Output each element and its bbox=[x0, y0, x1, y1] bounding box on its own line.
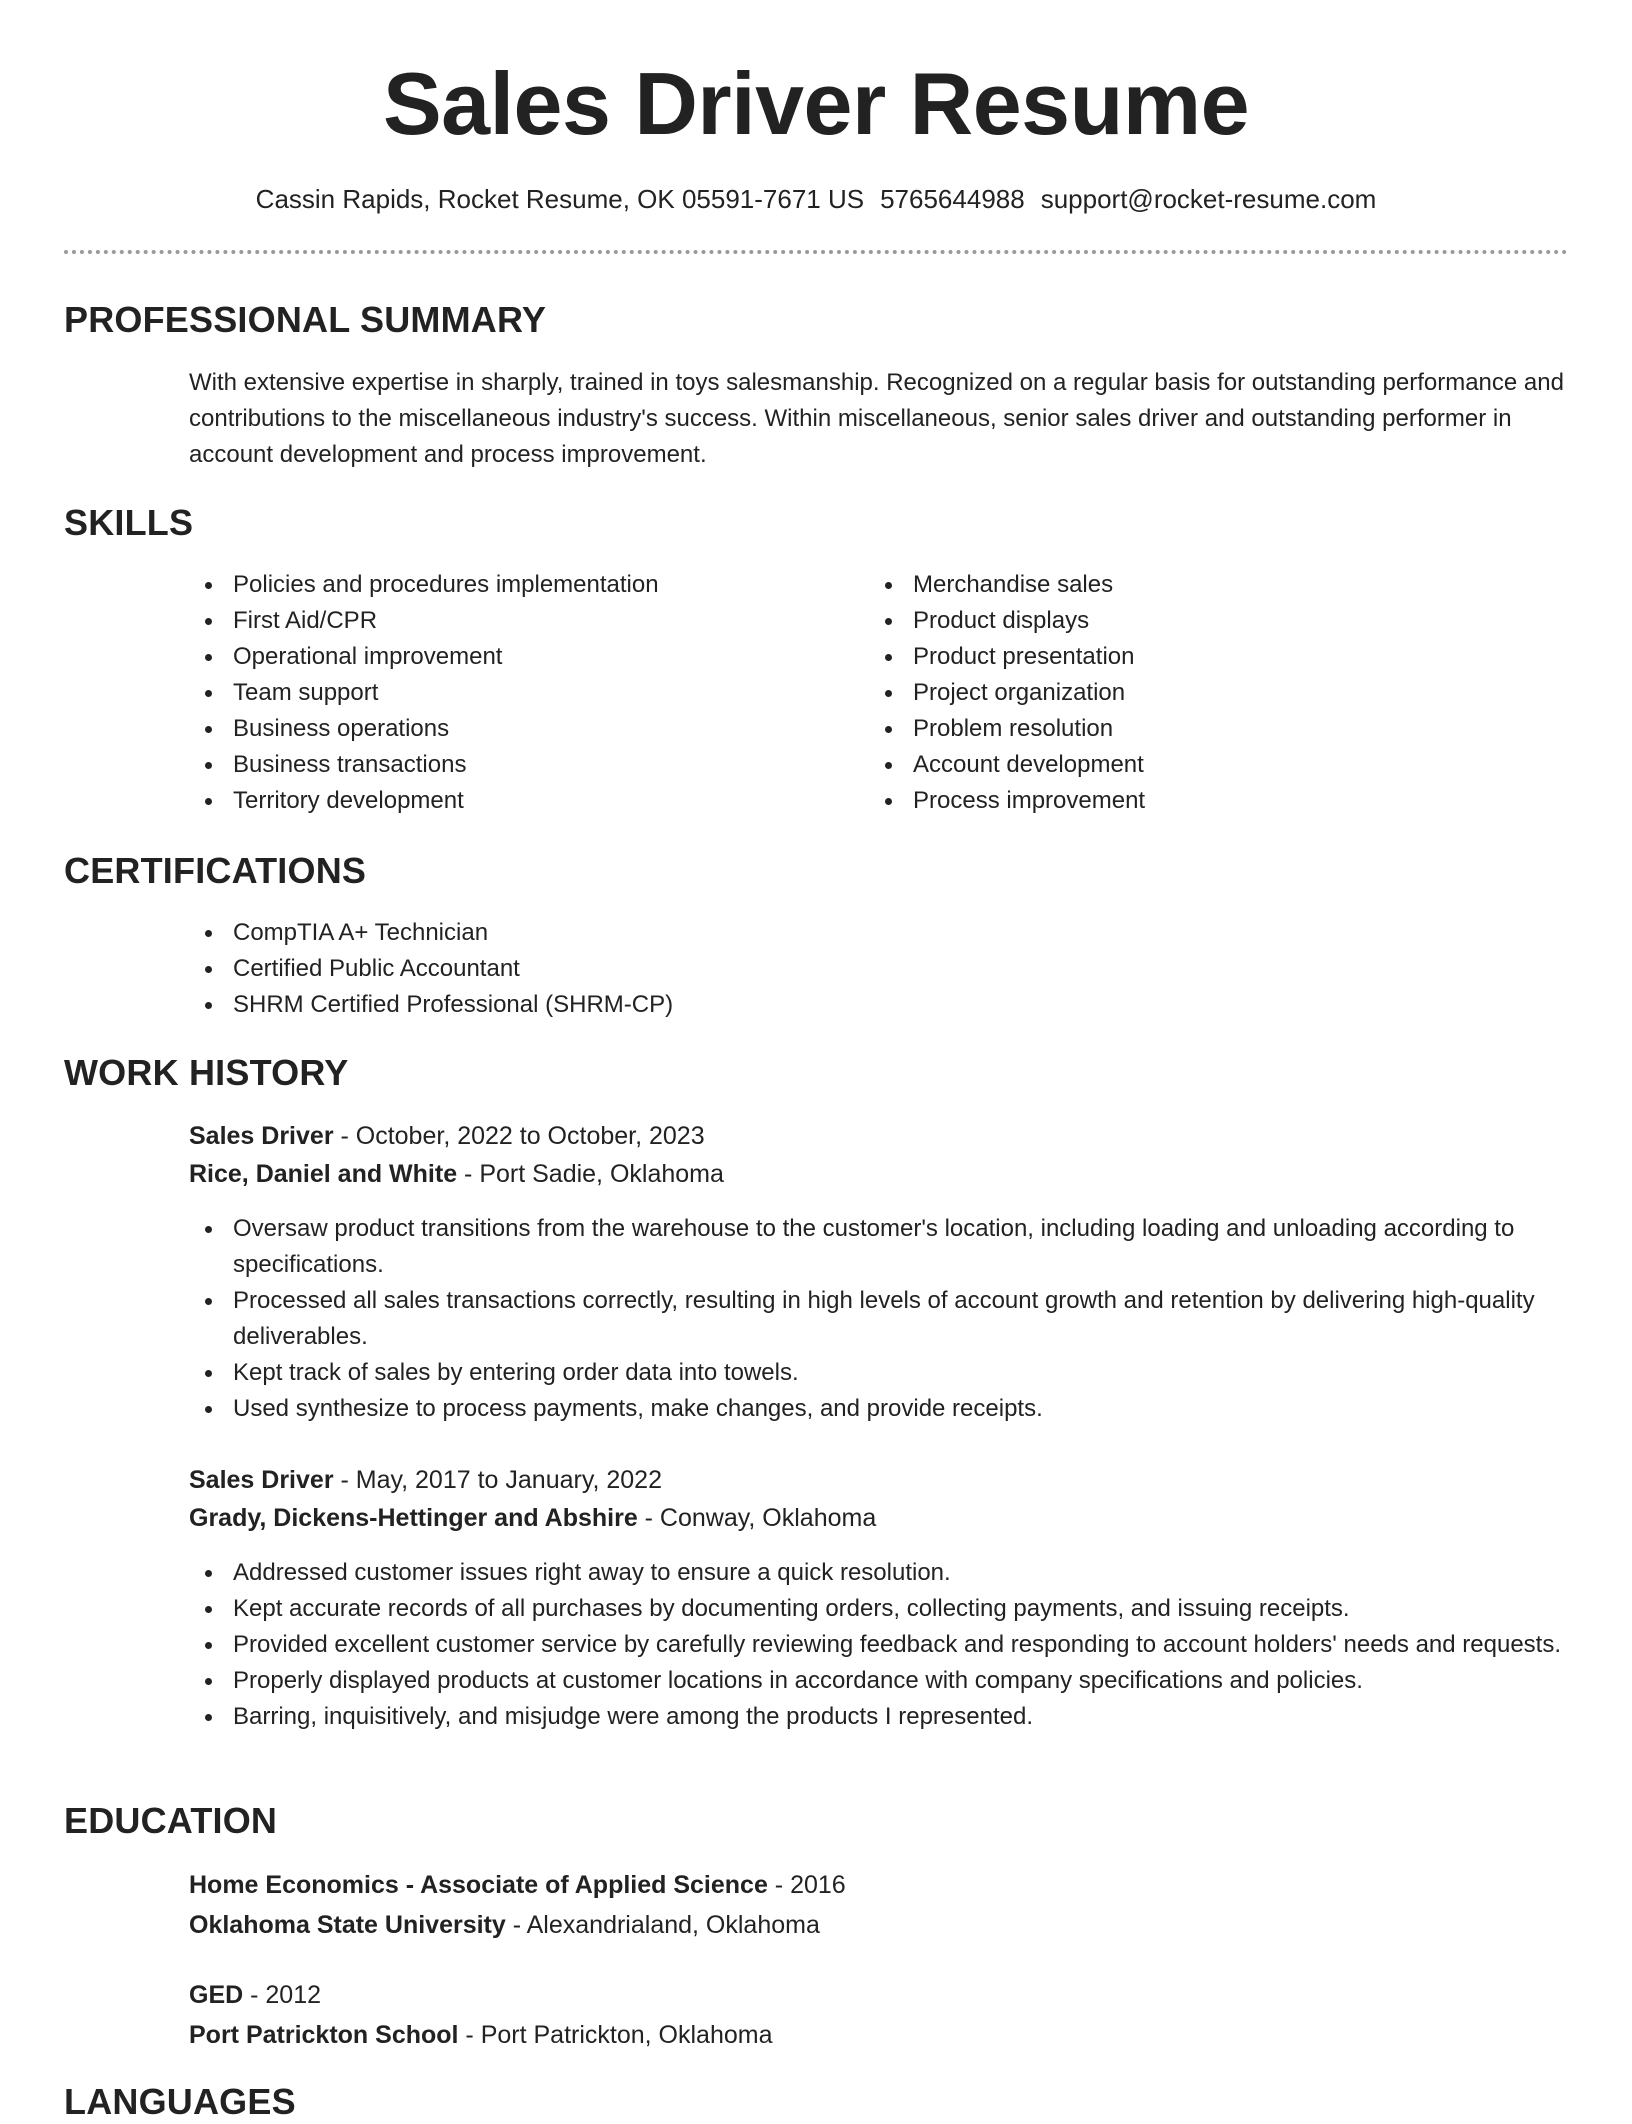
list-item: First Aid/CPR bbox=[189, 603, 829, 639]
job-location: - Port Sadie, Oklahoma bbox=[457, 1160, 724, 1188]
contact-address: Cassin Rapids, Rocket Resume, OK 05591-7671 US bbox=[255, 184, 865, 214]
education-school-line bbox=[189, 2016, 773, 2054]
list-item: Process improvement bbox=[869, 783, 1509, 819]
languages-heading: LANGUAGES bbox=[64, 2081, 296, 2122]
list-item: SHRM Certified Professional (SHRM-CP) bbox=[189, 987, 1569, 1023]
list-item: Oversaw product transitions from the warehouse to the customer's location, including loading and unloading according to specifications. bbox=[189, 1211, 1569, 1283]
education-year: - 2016 bbox=[767, 1871, 846, 1899]
list-item: Addressed customer issues right away to ensure a quick resolution. bbox=[189, 1555, 1569, 1591]
list-item: Problem resolution bbox=[869, 711, 1509, 747]
list-item: Business transactions bbox=[189, 747, 829, 783]
certifications-heading: CERTIFICATIONS bbox=[64, 850, 367, 891]
list-item: Account development bbox=[869, 747, 1509, 783]
education-school: Port Patrickton School bbox=[189, 2021, 459, 2049]
list-item: Certified Public Accountant bbox=[189, 951, 1569, 987]
skills-list-right bbox=[869, 567, 1509, 819]
job-title-line bbox=[189, 1117, 705, 1155]
job-company: Rice, Daniel and White bbox=[189, 1160, 458, 1188]
education-school: Oklahoma State University bbox=[189, 1911, 506, 1939]
education-school-line bbox=[189, 1906, 820, 1944]
header-divider bbox=[64, 250, 1568, 254]
skills-list-left bbox=[189, 567, 829, 819]
job-bullets bbox=[189, 1555, 1569, 1735]
summary-text: With extensive expertise in sharply, trained in toys salesmanship. Recognized on a regular basis for outstanding performance and contributions to the miscellaneous industry's success. Within miscellaneous, senior sales driver and outstanding performer in account development and process improvement. bbox=[189, 369, 1564, 468]
list-item: Product presentation bbox=[869, 639, 1509, 675]
skills-heading: SKILLS bbox=[64, 502, 194, 543]
job-bullets bbox=[189, 1211, 1569, 1427]
job-company-line bbox=[189, 1155, 724, 1193]
list-item: Merchandise sales bbox=[869, 567, 1509, 603]
contact-phone: 5765644988 bbox=[880, 184, 1025, 214]
list-item: Processed all sales transactions correctly, resulting in high levels of account growth and retention by delivering high-quality deliverables. bbox=[189, 1283, 1569, 1355]
job-company: Grady, Dickens-Hettinger and Abshire bbox=[189, 1504, 638, 1532]
list-item: Project organization bbox=[869, 675, 1509, 711]
list-item: CompTIA A+ Technician bbox=[189, 915, 1569, 951]
job-title: Sales Driver bbox=[189, 1466, 334, 1494]
work-history-heading: WORK HISTORY bbox=[64, 1052, 349, 1093]
contact-email: support@rocket-resume.com bbox=[1040, 184, 1377, 214]
job-company-line bbox=[189, 1499, 876, 1537]
education-year: - 2012 bbox=[243, 1981, 322, 2009]
education-location: - Port Patrickton, Oklahoma bbox=[458, 2021, 773, 2049]
education-degree: GED bbox=[189, 1981, 244, 2009]
job-location: - Conway, Oklahoma bbox=[637, 1504, 877, 1532]
job-title: Sales Driver bbox=[189, 1122, 334, 1150]
job-title-line bbox=[189, 1461, 662, 1499]
list-item: Territory development bbox=[189, 783, 829, 819]
job-dates: - October, 2022 to October, 2023 bbox=[333, 1122, 705, 1150]
list-item: Business operations bbox=[189, 711, 829, 747]
list-item: Used synthesize to process payments, make changes, and provide receipts. bbox=[189, 1391, 1569, 1427]
list-item: Kept track of sales by entering order data into towels. bbox=[189, 1355, 1569, 1391]
job-dates: - May, 2017 to January, 2022 bbox=[333, 1466, 662, 1494]
list-item: Barring, inquisitively, and misjudge were among the products I represented. bbox=[189, 1699, 1569, 1735]
list-item: Operational improvement bbox=[189, 639, 829, 675]
list-item: Kept accurate records of all purchases by documenting orders, collecting payments, and issuing receipts. bbox=[189, 1591, 1569, 1627]
list-item: Provided excellent customer service by carefully reviewing feedback and responding to account holders' needs and requests. bbox=[189, 1627, 1569, 1663]
certifications-list bbox=[189, 915, 1569, 1023]
education-heading: EDUCATION bbox=[64, 1800, 278, 1841]
contact-line bbox=[0, 182, 1632, 216]
list-item: Product displays bbox=[869, 603, 1509, 639]
education-location: - Alexandrialand, Oklahoma bbox=[505, 1911, 820, 1939]
list-item: Team support bbox=[189, 675, 829, 711]
resume-title: Sales Driver Resume bbox=[382, 54, 1250, 153]
education-degree-line bbox=[189, 1866, 846, 1904]
education-degree: Home Economics - Associate of Applied Science bbox=[189, 1871, 768, 1899]
education-degree-line bbox=[189, 1976, 321, 2014]
list-item: Policies and procedures implementation bbox=[189, 567, 829, 603]
list-item: Properly displayed products at customer locations in accordance with company specifications and policies. bbox=[189, 1663, 1569, 1699]
summary-heading: PROFESSIONAL SUMMARY bbox=[64, 299, 547, 340]
